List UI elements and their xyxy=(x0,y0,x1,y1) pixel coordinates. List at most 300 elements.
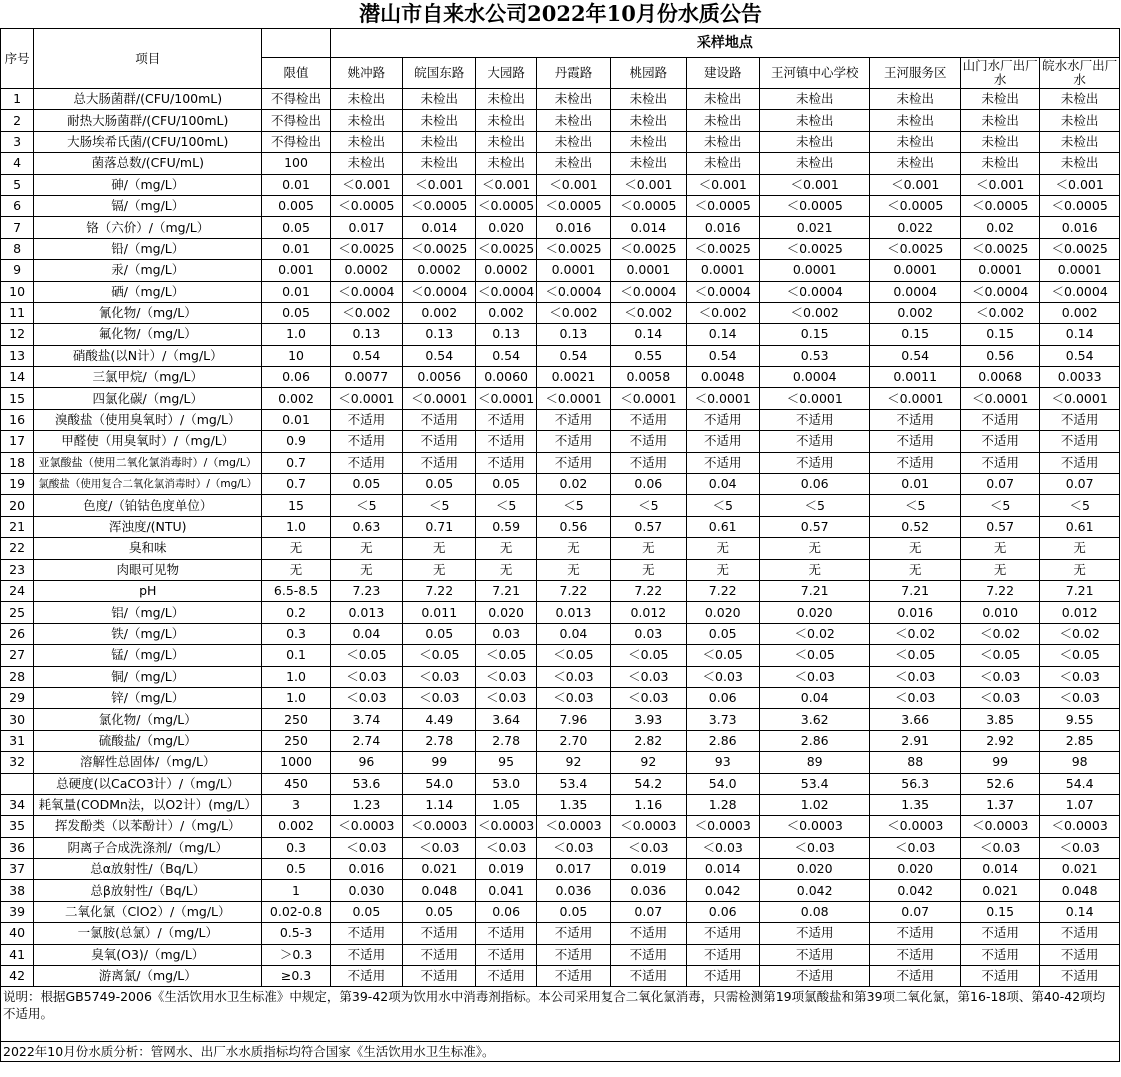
row-value: 0.15 xyxy=(759,324,870,345)
row-value: 0.020 xyxy=(759,602,870,623)
row-value: 未检出 xyxy=(686,131,759,152)
row-value: 未检出 xyxy=(759,110,870,131)
row-value: 未检出 xyxy=(536,131,610,152)
table-row xyxy=(1,324,1120,345)
row-value: ＜0.0004 xyxy=(960,281,1039,302)
row-limit: 250 xyxy=(262,730,330,751)
row-value: ＜0.03 xyxy=(476,687,536,708)
row-value: 未检出 xyxy=(686,153,759,174)
row-value: 0.14 xyxy=(686,324,759,345)
row-value: 不适用 xyxy=(536,966,610,987)
page-title: 潜山市自来水公司2022年10月份水质公告 xyxy=(359,1,762,26)
row-value: ＜0.0025 xyxy=(536,238,610,259)
row-limit: 0.001 xyxy=(262,260,330,281)
row-item: 四氯化碳/（mg/L） xyxy=(34,388,262,409)
row-value: ＜5 xyxy=(476,495,536,516)
row-value: 1.14 xyxy=(403,794,476,815)
row-item: 氰化物/（mg/L） xyxy=(34,302,262,323)
row-value: 未检出 xyxy=(759,153,870,174)
row-value: 0.013 xyxy=(330,602,402,623)
row-value: 未检出 xyxy=(960,131,1039,152)
table-row xyxy=(1,474,1120,495)
row-value: ＜0.0004 xyxy=(476,281,536,302)
row-value: 0.016 xyxy=(536,217,610,238)
row-value: 0.02 xyxy=(960,217,1039,238)
row-value: ＜0.03 xyxy=(686,837,759,858)
row-value: ＜0.05 xyxy=(1040,645,1120,666)
row-value: ＜0.0001 xyxy=(536,388,610,409)
row-value: ＜0.03 xyxy=(611,837,686,858)
row-limit: 3 xyxy=(262,794,330,815)
row-value: 未检出 xyxy=(759,89,870,110)
row-number: 12 xyxy=(1,324,34,345)
row-value: 54.0 xyxy=(686,773,759,794)
row-value: ＜0.0005 xyxy=(1040,195,1120,216)
header-seq: 序号 xyxy=(1,29,34,89)
row-item: 氟化物/（mg/L） xyxy=(34,324,262,345)
row-value: 未检出 xyxy=(403,153,476,174)
row-value: ＜0.001 xyxy=(1040,174,1120,195)
row-value: 0.014 xyxy=(611,217,686,238)
row-value: 7.23 xyxy=(330,580,402,601)
table-row xyxy=(1,687,1120,708)
row-value: 不适用 xyxy=(611,944,686,965)
row-value: 无 xyxy=(1040,538,1120,559)
row-value: 0.016 xyxy=(686,217,759,238)
row-value: 0.048 xyxy=(403,880,476,901)
row-number: 16 xyxy=(1,409,34,430)
row-value: 1.35 xyxy=(536,794,610,815)
row-value: 0.06 xyxy=(611,474,686,495)
table-row xyxy=(1,944,1120,965)
row-value: ＜5 xyxy=(403,495,476,516)
row-limit: 不得检出 xyxy=(262,131,330,152)
row-value: 0.03 xyxy=(611,623,686,644)
row-item: 铅/（mg/L） xyxy=(34,238,262,259)
row-value: 不适用 xyxy=(403,409,476,430)
row-value: 99 xyxy=(403,752,476,773)
row-value: ＜0.03 xyxy=(960,837,1039,858)
row-value: 0.021 xyxy=(1040,859,1120,880)
row-value: 不适用 xyxy=(1040,431,1120,452)
table-row xyxy=(1,602,1120,623)
row-value: 0.0001 xyxy=(611,260,686,281)
row-value: 0.0002 xyxy=(330,260,402,281)
row-value: 53.0 xyxy=(476,773,536,794)
row-value: ＜0.002 xyxy=(960,302,1039,323)
row-limit: 0.3 xyxy=(262,623,330,644)
row-item: 铬（六价）/（mg/L） xyxy=(34,217,262,238)
row-value: 56.3 xyxy=(870,773,960,794)
row-value: 未检出 xyxy=(476,131,536,152)
row-value: ＜0.0025 xyxy=(686,238,759,259)
row-value: 2.70 xyxy=(536,730,610,751)
table-row xyxy=(1,131,1120,152)
row-value: ＜0.03 xyxy=(960,666,1039,687)
row-value: ＜0.03 xyxy=(1040,666,1120,687)
row-value: 7.96 xyxy=(536,709,610,730)
row-value: ＜0.002 xyxy=(759,302,870,323)
row-value: ＜0.05 xyxy=(759,645,870,666)
row-number: 24 xyxy=(1,580,34,601)
row-value: 无 xyxy=(870,559,960,580)
row-value: 不适用 xyxy=(759,431,870,452)
row-item: 氯酸盐（使用复合二氧化氯消毒时）/（mg/L） xyxy=(34,474,262,495)
row-value: 1.37 xyxy=(960,794,1039,815)
table-row xyxy=(1,901,1120,922)
row-value: 0.54 xyxy=(476,345,536,366)
row-value: 无 xyxy=(960,559,1039,580)
row-value: ＜0.0005 xyxy=(870,195,960,216)
header-location: 桃园路 xyxy=(611,58,686,89)
row-value: 0.019 xyxy=(611,859,686,880)
row-value: 未检出 xyxy=(536,89,610,110)
row-value: 不适用 xyxy=(1040,452,1120,473)
row-value: 2.92 xyxy=(960,730,1039,751)
row-value: ＜0.0004 xyxy=(1040,281,1120,302)
row-value: 不适用 xyxy=(960,966,1039,987)
row-item: 二氧化氯（ClO2）/（mg/L） xyxy=(34,901,262,922)
row-value: ＜0.03 xyxy=(476,666,536,687)
row-item: 亚氯酸盐（使用二氧化氯消毒时）/（mg/L） xyxy=(34,452,262,473)
row-value: 未检出 xyxy=(686,110,759,131)
row-value: 不适用 xyxy=(403,944,476,965)
row-value: 未检出 xyxy=(686,89,759,110)
row-value: 0.55 xyxy=(611,345,686,366)
row-value: ＜0.0001 xyxy=(759,388,870,409)
row-value: 不适用 xyxy=(611,431,686,452)
row-value: 未检出 xyxy=(1040,153,1120,174)
row-value: 不适用 xyxy=(330,409,402,430)
row-value: 0.030 xyxy=(330,880,402,901)
row-value: 未检出 xyxy=(476,110,536,131)
table-row xyxy=(1,538,1120,559)
row-value: 不适用 xyxy=(476,923,536,944)
row-item: 一氯胺(总氯）/（mg/L） xyxy=(34,923,262,944)
row-limit: 0.01 xyxy=(262,281,330,302)
row-value: 0.05 xyxy=(403,474,476,495)
row-value: ＜0.0003 xyxy=(611,816,686,837)
row-value: 0.53 xyxy=(759,345,870,366)
row-value: 不适用 xyxy=(403,966,476,987)
row-value: 不适用 xyxy=(611,923,686,944)
row-value: 未检出 xyxy=(611,110,686,131)
row-value: ＜0.05 xyxy=(476,645,536,666)
row-value: 0.0068 xyxy=(960,367,1039,388)
row-value: 0.54 xyxy=(1040,345,1120,366)
table-row xyxy=(1,302,1120,323)
row-item: 菌落总数/(CFU/mL) xyxy=(34,153,262,174)
row-value: ＜0.0001 xyxy=(611,388,686,409)
row-value: 7.22 xyxy=(686,580,759,601)
row-value: ＜0.03 xyxy=(1040,837,1120,858)
row-value: 不适用 xyxy=(536,923,610,944)
table-row xyxy=(1,452,1120,473)
row-limit: 450 xyxy=(262,773,330,794)
row-value: 无 xyxy=(403,559,476,580)
row-value: ＜0.02 xyxy=(759,623,870,644)
row-value: ＜0.0001 xyxy=(960,388,1039,409)
row-value: ＜0.001 xyxy=(476,174,536,195)
table-row xyxy=(1,281,1120,302)
row-value: 不适用 xyxy=(536,944,610,965)
row-value: ＜0.05 xyxy=(611,645,686,666)
row-value: 未检出 xyxy=(870,131,960,152)
row-value: 0.0001 xyxy=(536,260,610,281)
row-number: 2 xyxy=(1,110,34,131)
row-value: 2.82 xyxy=(611,730,686,751)
row-limit: 6.5-8.5 xyxy=(262,580,330,601)
row-value: 不适用 xyxy=(611,409,686,430)
row-limit: 无 xyxy=(262,559,330,580)
table-row xyxy=(1,623,1120,644)
row-limit: ≥0.3 xyxy=(262,966,330,987)
row-value: 0.020 xyxy=(759,859,870,880)
row-limit: 0.05 xyxy=(262,217,330,238)
row-value: 0.54 xyxy=(330,345,402,366)
row-value: 不适用 xyxy=(330,966,402,987)
row-value: 未检出 xyxy=(330,131,402,152)
row-value: 0.61 xyxy=(686,516,759,537)
header-sampling: 采样地点 xyxy=(330,29,1119,58)
row-value: 不适用 xyxy=(1040,923,1120,944)
row-item: 耗氧量(CODMn法，以O2计）(mg/L） xyxy=(34,794,262,815)
row-value: ＜0.001 xyxy=(960,174,1039,195)
row-limit: 1.0 xyxy=(262,324,330,345)
table-row xyxy=(1,923,1120,944)
header-location: 大园路 xyxy=(476,58,536,89)
row-value: 未检出 xyxy=(476,89,536,110)
row-item: 砷/（mg/L） xyxy=(34,174,262,195)
row-value: 0.012 xyxy=(1040,602,1120,623)
row-value: 0.02 xyxy=(536,474,610,495)
row-value: 0.07 xyxy=(611,901,686,922)
row-value: ＜0.02 xyxy=(1040,623,1120,644)
header-blank xyxy=(262,29,330,58)
row-value: ＜0.0025 xyxy=(611,238,686,259)
analysis-text: 2022年10月份水质分析：管网水、出厂水水质指标均符合国家《生活饮用水卫生标准》。 xyxy=(1,1042,1120,1062)
row-value: 3.66 xyxy=(870,709,960,730)
row-value: 0.0033 xyxy=(1040,367,1120,388)
row-value: 0.0011 xyxy=(870,367,960,388)
table-row xyxy=(1,516,1120,537)
row-limit: 0.5-3 xyxy=(262,923,330,944)
row-value: 不适用 xyxy=(870,944,960,965)
row-value: ＜0.0003 xyxy=(870,816,960,837)
row-item: 大肠埃希氏菌/(CFU/100mL) xyxy=(34,131,262,152)
row-value: 未检出 xyxy=(536,153,610,174)
row-number: 11 xyxy=(1,302,34,323)
row-number: 21 xyxy=(1,516,34,537)
row-item: 总α放射性/（Bq/L） xyxy=(34,859,262,880)
row-value: 不适用 xyxy=(1040,409,1120,430)
row-value: 0.017 xyxy=(536,859,610,880)
row-value: ＜0.0025 xyxy=(403,238,476,259)
header-location: 山门水厂出厂水 xyxy=(960,58,1039,89)
row-value: ＜0.0001 xyxy=(476,388,536,409)
row-value: 7.22 xyxy=(611,580,686,601)
row-value: 不适用 xyxy=(1040,944,1120,965)
row-value: 0.56 xyxy=(536,516,610,537)
row-value: ＜0.0005 xyxy=(403,195,476,216)
table-row xyxy=(1,666,1120,687)
row-item: 阴离子合成洗涤剂/（mg/L） xyxy=(34,837,262,858)
row-value: 0.07 xyxy=(870,901,960,922)
row-value: 0.017 xyxy=(330,217,402,238)
row-value: ＜0.001 xyxy=(536,174,610,195)
row-value: ＜0.0005 xyxy=(611,195,686,216)
row-value: 不适用 xyxy=(403,452,476,473)
row-value: 未检出 xyxy=(870,110,960,131)
row-value: 0.036 xyxy=(611,880,686,901)
row-value: 1.28 xyxy=(686,794,759,815)
row-item: 锌/（mg/L） xyxy=(34,687,262,708)
row-number: 1 xyxy=(1,89,34,110)
row-value: 不适用 xyxy=(759,944,870,965)
row-value: ＜0.03 xyxy=(403,837,476,858)
row-value: 0.05 xyxy=(330,901,402,922)
row-value: 2.78 xyxy=(403,730,476,751)
row-value: ＜0.0025 xyxy=(759,238,870,259)
row-item: 总硬度(以CaCO3计）/（mg/L） xyxy=(34,773,262,794)
row-item: 铜/（mg/L） xyxy=(34,666,262,687)
row-value: 3.73 xyxy=(686,709,759,730)
row-value: ＜0.0025 xyxy=(476,238,536,259)
row-value: 无 xyxy=(330,559,402,580)
table-row xyxy=(1,730,1120,751)
row-value: ＜0.001 xyxy=(611,174,686,195)
row-value: 0.08 xyxy=(759,901,870,922)
row-value: 88 xyxy=(870,752,960,773)
row-value: ＜0.0001 xyxy=(1040,388,1120,409)
row-value: 2.86 xyxy=(759,730,870,751)
table-body xyxy=(1,89,1120,987)
row-value: ＜5 xyxy=(611,495,686,516)
row-value: 98 xyxy=(1040,752,1120,773)
row-item: 铁/（mg/L） xyxy=(34,623,262,644)
row-value: 0.57 xyxy=(759,516,870,537)
table-row xyxy=(1,495,1120,516)
row-value: 未检出 xyxy=(330,110,402,131)
row-limit: 0.7 xyxy=(262,474,330,495)
row-value: 0.0058 xyxy=(611,367,686,388)
row-number: 39 xyxy=(1,901,34,922)
row-number: 35 xyxy=(1,816,34,837)
row-value: ＜0.03 xyxy=(536,837,610,858)
row-limit: 1.0 xyxy=(262,687,330,708)
row-value: 不适用 xyxy=(476,409,536,430)
row-value: 95 xyxy=(476,752,536,773)
table-row xyxy=(1,388,1120,409)
header-limit: 限值 xyxy=(262,58,330,89)
row-value: 0.13 xyxy=(536,324,610,345)
row-value: ＜0.0025 xyxy=(870,238,960,259)
row-value: 不适用 xyxy=(476,944,536,965)
row-value: ＜0.002 xyxy=(330,302,402,323)
row-number: 23 xyxy=(1,559,34,580)
row-value: ＜0.03 xyxy=(330,666,402,687)
row-value: 0.15 xyxy=(960,901,1039,922)
row-value: 0.014 xyxy=(403,217,476,238)
row-number: 7 xyxy=(1,217,34,238)
row-value: 无 xyxy=(759,559,870,580)
table-row xyxy=(1,794,1120,815)
row-value: 0.03 xyxy=(476,623,536,644)
row-value: ＜0.0004 xyxy=(536,281,610,302)
row-limit: 不得检出 xyxy=(262,89,330,110)
row-limit: 0.002 xyxy=(262,816,330,837)
row-limit: 1.0 xyxy=(262,666,330,687)
row-value: ＜0.05 xyxy=(330,645,402,666)
row-value: 0.0001 xyxy=(870,260,960,281)
row-limit: 100 xyxy=(262,153,330,174)
row-number: 5 xyxy=(1,174,34,195)
row-value: ＜0.0003 xyxy=(960,816,1039,837)
row-value: ＜0.03 xyxy=(611,666,686,687)
row-limit: 0.01 xyxy=(262,174,330,195)
row-number: 25 xyxy=(1,602,34,623)
row-value: 0.014 xyxy=(686,859,759,880)
row-value: ＜0.0005 xyxy=(759,195,870,216)
row-number: 42 xyxy=(1,966,34,987)
row-number: 37 xyxy=(1,859,34,880)
row-value: 0.016 xyxy=(1040,217,1120,238)
row-value: 2.91 xyxy=(870,730,960,751)
row-item: pH xyxy=(34,580,262,601)
row-value: 1.07 xyxy=(1040,794,1120,815)
row-number: 29 xyxy=(1,687,34,708)
row-number: 30 xyxy=(1,709,34,730)
row-value: 不适用 xyxy=(960,944,1039,965)
row-value: 未检出 xyxy=(611,153,686,174)
row-value: 0.0021 xyxy=(536,367,610,388)
row-value: 0.05 xyxy=(686,623,759,644)
row-value: ＜0.03 xyxy=(870,666,960,687)
row-value: ＜0.0003 xyxy=(536,816,610,837)
row-value: 0.04 xyxy=(759,687,870,708)
row-value: 0.71 xyxy=(403,516,476,537)
row-value: ＜0.0025 xyxy=(1040,238,1120,259)
row-number: 10 xyxy=(1,281,34,302)
row-value: ＜0.0025 xyxy=(960,238,1039,259)
row-limit: 1000 xyxy=(262,752,330,773)
row-value: ＜0.0003 xyxy=(759,816,870,837)
row-item: 溶解性总固体/（mg/L） xyxy=(34,752,262,773)
row-item: 挥发酚类（以苯酚计）/（mg/L） xyxy=(34,816,262,837)
row-value: 不适用 xyxy=(476,452,536,473)
row-number: 14 xyxy=(1,367,34,388)
row-value: ＜5 xyxy=(330,495,402,516)
row-value: ＜0.03 xyxy=(759,837,870,858)
row-value: 0.05 xyxy=(476,474,536,495)
row-number: 17 xyxy=(1,431,34,452)
row-value: 0.14 xyxy=(1040,901,1120,922)
row-limit: 0.002 xyxy=(262,388,330,409)
row-value: 无 xyxy=(759,538,870,559)
row-value: 0.036 xyxy=(536,880,610,901)
row-value: 54.4 xyxy=(1040,773,1120,794)
row-value: 不适用 xyxy=(476,966,536,987)
row-value: ＜0.03 xyxy=(403,687,476,708)
row-value: 无 xyxy=(536,559,610,580)
row-value: 未检出 xyxy=(330,153,402,174)
row-value: 不适用 xyxy=(330,431,402,452)
row-value: 不适用 xyxy=(759,923,870,944)
row-limit: 1.0 xyxy=(262,516,330,537)
row-item: 肉眼可见物 xyxy=(34,559,262,580)
row-value: 0.041 xyxy=(476,880,536,901)
row-number: 31 xyxy=(1,730,34,751)
